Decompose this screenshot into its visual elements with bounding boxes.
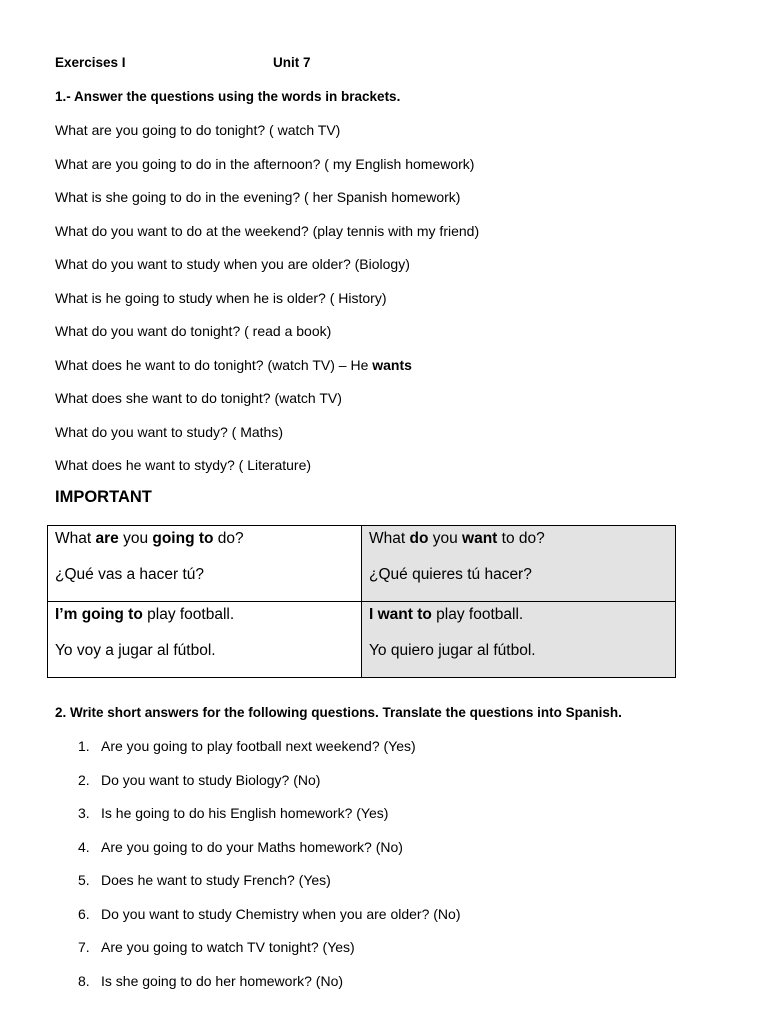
english-answer: I’m going to play football. — [55, 606, 235, 623]
unit-label: Unit 7 — [273, 55, 311, 70]
english-answer: I want to play football. — [369, 606, 524, 623]
exercise-1-question: What are you going to do in the afternoon? ( my English homework) — [55, 155, 475, 172]
question-text: Are you going to play football next weekend? (Yes) — [101, 738, 416, 754]
exercise-1-question: What do you want to study? ( Maths) — [55, 423, 283, 440]
exercise-1-question: What is he going to study when he is older? ( History) — [55, 289, 387, 306]
exercise-1-question: What does she want to do tonight? (watch TV) — [55, 390, 342, 406]
grammar-cell-want-question — [362, 526, 676, 602]
grammar-cell-want-answer — [362, 602, 676, 678]
question-number: 7. — [78, 939, 90, 955]
question-text: Do you want to study Biology? (No) — [101, 771, 321, 788]
spanish-question: ¿Qué quieres tú hacer? — [369, 566, 532, 583]
exercise-1-title: 1.- Answer the questions using the words in brackets. — [55, 89, 401, 104]
spanish-answer: Yo quiero jugar al fútbol. — [369, 642, 536, 659]
question-text: What does he want to do tonight? (watch TV) – He — [55, 356, 373, 373]
exercise-1-question: What do you want to do at the weekend? (play tennis with my friend) — [55, 222, 480, 239]
exercises-label: Exercises I — [55, 55, 126, 70]
grammar-cell-going-to-question — [48, 526, 362, 602]
grammar-table-row — [48, 602, 676, 678]
english-question: What do you want to do? — [369, 530, 545, 547]
question-bold-word: wants — [372, 356, 412, 373]
question-text: Do you want to study Chemistry when you are older? (No) — [101, 905, 461, 922]
important-heading: IMPORTANT — [55, 488, 152, 506]
question-text: Are you going to watch TV tonight? (Yes) — [101, 939, 355, 955]
question-text: Does he want to study French? (Yes) — [101, 872, 331, 888]
question-text: Is she going to do her homework? (No) — [101, 972, 344, 989]
worksheet-header — [55, 55, 311, 70]
question-number: 4. — [78, 838, 90, 855]
exercise-1-question: What do you want to study when you are older? (Biology) — [55, 256, 410, 272]
question-text: Is he going to do his English homework? (Yes) — [101, 805, 389, 821]
question-number: 6. — [78, 905, 90, 922]
question-number: 2. — [78, 771, 90, 788]
grammar-table — [47, 525, 676, 678]
spanish-question: ¿Qué vas a hacer tú? — [55, 566, 205, 583]
exercise-1-question: What is she going to do in the evening? ( her Spanish homework) — [55, 189, 461, 205]
question-text: Are you going to do your Maths homework? (No) — [101, 838, 403, 855]
grammar-table-row — [48, 526, 676, 602]
exercise-1-question: What does he want to stydy? ( Literature) — [55, 457, 312, 473]
question-number: 1. — [78, 738, 90, 754]
exercise-1-question — [55, 356, 479, 390]
spanish-answer: Yo voy a jugar al fútbol. — [55, 642, 216, 659]
question-number: 5. — [78, 872, 90, 888]
exercise-1-question: What are you going to do tonight? ( watch TV) — [55, 122, 341, 138]
english-question: What are you going to do? — [55, 530, 244, 547]
exercise-2-title: 2. Write short answers for the following questions. Translate the questions into Spanish. — [55, 705, 622, 720]
question-number: 8. — [78, 972, 90, 989]
grammar-cell-going-to-answer — [48, 602, 362, 678]
question-number: 3. — [78, 805, 90, 821]
exercise-1-question-list — [55, 121, 479, 490]
exercise-1-question: What do you want do tonight? ( read a book) — [55, 323, 332, 339]
